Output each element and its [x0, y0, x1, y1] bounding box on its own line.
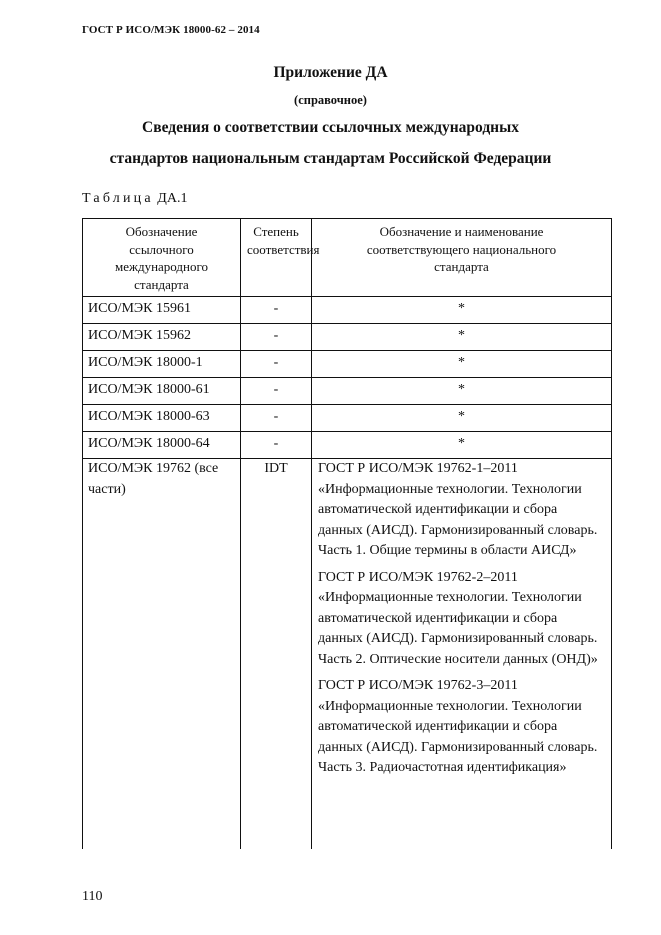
- table-row: [83, 432, 612, 459]
- table-caption: [82, 191, 187, 207]
- header-national-standard: Обозначение и наименование соответствующего национального стандарта: [312, 219, 612, 297]
- table-row: [83, 378, 612, 405]
- correspondence-table: [82, 218, 612, 849]
- cell-national-standard: *: [312, 297, 612, 324]
- annex-subtitle: (справочное): [294, 93, 367, 107]
- page-number: 110: [82, 889, 103, 904]
- table-caption-number: ДА.1: [157, 191, 188, 206]
- cell-degree: IDT: [241, 459, 312, 849]
- header-international-standard: Обозначение ссылочного международного стандарта: [83, 219, 241, 297]
- national-standard-entry: ГОСТ Р ИСО/МЭК 19762-1–2011 «Информационные технологии. Технологии автоматической идентификации и сбора данных (АИСД). Гармонизированный словарь. Часть 1. Общие термины в области АИСД»: [318, 461, 598, 558]
- table-row: [83, 297, 612, 324]
- cell-degree: -: [241, 324, 312, 351]
- cell-national-standard: *: [312, 351, 612, 378]
- cell-national-standard: *: [312, 378, 612, 405]
- cell-international-standard: ИСО/МЭК 15962: [83, 324, 241, 351]
- table-row: [83, 459, 612, 849]
- cell-national-standard: *: [312, 405, 612, 432]
- national-standard-entry: ГОСТ Р ИСО/МЭК 19762-2–2011 «Информационные технологии. Технологии автоматической идентификации и сбора данных (АИСД). Гармонизированный словарь. Часть 2. Оптические носители данных (ОНД)»: [318, 569, 598, 667]
- cell-national-standards-list: [312, 459, 612, 849]
- cell-national-standard: *: [312, 432, 612, 459]
- document-header-code: ГОСТ Р ИСО/МЭК 18000-62 – 2014: [82, 24, 260, 36]
- table-header-row: [83, 219, 612, 297]
- table-row: [83, 405, 612, 432]
- header-degree-of-conformity: Степень соответствия: [241, 219, 312, 297]
- cell-international-standard: ИСО/МЭК 18000-64: [83, 432, 241, 459]
- annex-heading-line-1: Сведения о соответствии ссылочных международных: [142, 119, 519, 136]
- cell-international-standard: ИСО/МЭК 18000-63: [83, 405, 241, 432]
- table-row: [83, 351, 612, 378]
- cell-international-standard: ИСО/МЭК 19762 (все части): [83, 459, 241, 849]
- national-standard-entry: ГОСТ Р ИСО/МЭК 19762-3–2011 «Информационные технологии. Технологии автоматической идентификации и сбора данных (АИСД). Гармонизированный словарь. Часть 3. Радиочастотная идентификация»: [318, 678, 598, 775]
- cell-national-standard: *: [312, 324, 612, 351]
- cell-international-standard: ИСО/МЭК 18000-1: [83, 351, 241, 378]
- cell-degree: -: [241, 432, 312, 459]
- cell-degree: -: [241, 297, 312, 324]
- annex-title: Приложение ДА: [273, 64, 388, 81]
- table-caption-word: Таблица: [82, 191, 154, 206]
- cell-degree: -: [241, 351, 312, 378]
- cell-international-standard: ИСО/МЭК 15961: [83, 297, 241, 324]
- table-row: [83, 324, 612, 351]
- cell-degree: -: [241, 378, 312, 405]
- annex-heading-line-2: стандартов национальным стандартам Российской Федерации: [109, 150, 552, 167]
- cell-international-standard: ИСО/МЭК 18000-61: [83, 378, 241, 405]
- cell-degree: -: [241, 405, 312, 432]
